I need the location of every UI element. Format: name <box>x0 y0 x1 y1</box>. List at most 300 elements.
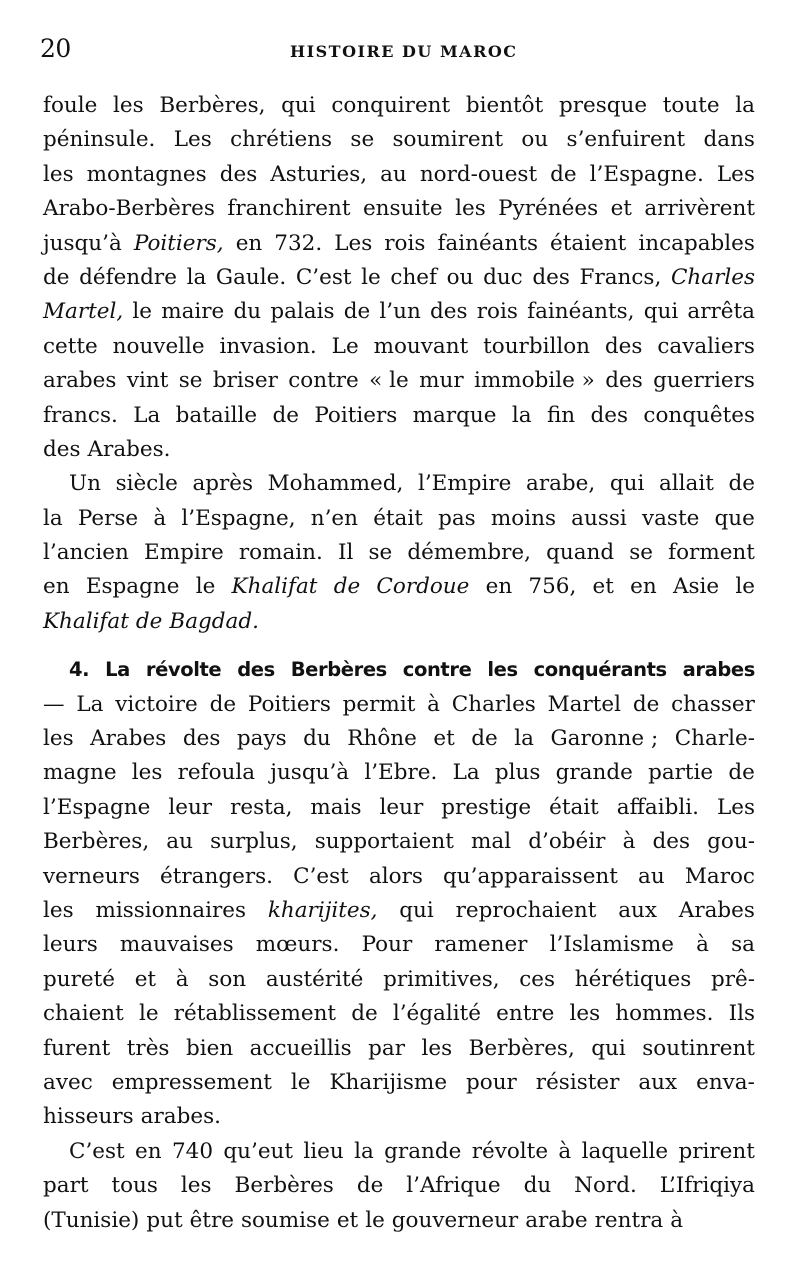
word: qu’eut <box>223 1138 294 1164</box>
word: en <box>135 1138 162 1164</box>
word: était <box>549 794 599 820</box>
word: duc <box>483 264 523 290</box>
paragraph <box>43 688 755 1135</box>
word: la <box>43 505 63 531</box>
word: laquelle <box>581 1138 669 1164</box>
word: part <box>43 1173 89 1199</box>
word: les <box>487 658 518 682</box>
word: en <box>43 574 70 600</box>
word: les <box>569 1001 601 1027</box>
word: mais <box>310 794 362 820</box>
section-heading <box>43 653 755 687</box>
word: Berbères, <box>468 1035 575 1061</box>
word: furent <box>43 1035 111 1061</box>
text-line <box>43 399 755 433</box>
word: plus <box>494 760 541 786</box>
italic-word: Khalifat <box>231 574 318 600</box>
word: des <box>182 726 221 752</box>
word: l’un <box>379 299 421 325</box>
word: 740 <box>171 1138 214 1164</box>
word: 4. <box>69 658 90 682</box>
word: Charle- <box>674 726 755 752</box>
word: prê- <box>710 966 755 992</box>
word: à <box>558 1138 572 1164</box>
word: soumirent <box>392 127 504 153</box>
word: Berbères, <box>43 829 150 855</box>
word: l’égalité <box>392 1001 481 1027</box>
italic-word: de <box>135 608 163 634</box>
word: arabes. <box>140 1104 221 1130</box>
word: tourbillon <box>483 333 591 359</box>
text-line <box>43 502 755 536</box>
word: La <box>105 658 130 682</box>
word: la <box>511 402 532 428</box>
word: l’Empire <box>417 471 512 497</box>
word: et <box>336 1207 359 1233</box>
word: Arabes. <box>87 436 171 462</box>
word: magne <box>43 760 117 786</box>
word: affaibli. <box>616 794 699 820</box>
word: des <box>590 402 629 428</box>
word: reprochaient <box>455 897 597 923</box>
word: fainéants <box>437 230 539 256</box>
word: briser <box>212 368 278 394</box>
word: les <box>421 1035 453 1061</box>
word: francs. <box>43 402 118 428</box>
italic-word: Poitiers, <box>133 230 224 256</box>
text-line <box>43 1100 755 1134</box>
word: soutinrent <box>642 1035 755 1061</box>
word: arabe, <box>526 471 596 497</box>
word: Les <box>334 230 373 256</box>
word: Poitiers <box>247 691 331 717</box>
text-line <box>43 1032 755 1066</box>
word: bientôt <box>465 93 544 118</box>
word: et <box>592 574 614 600</box>
word: alors <box>368 863 423 889</box>
word: cette <box>43 333 98 359</box>
word: du <box>303 726 331 752</box>
word: marque <box>412 402 497 428</box>
word: L’Ifriqiya <box>659 1173 755 1199</box>
word: Berbères, <box>159 93 266 118</box>
word: avec <box>43 1069 93 1095</box>
word: de <box>351 1001 378 1027</box>
text-line <box>43 1066 755 1100</box>
word: leur <box>379 794 424 820</box>
word: le <box>132 299 152 325</box>
word: par <box>368 1035 406 1061</box>
text-line <box>43 825 755 859</box>
text-line <box>43 1204 755 1238</box>
text-line <box>43 123 755 157</box>
word: presque <box>558 93 648 118</box>
text-line <box>43 330 755 364</box>
word: aux <box>638 1069 678 1095</box>
word: leur <box>168 794 213 820</box>
word: fainéants, <box>527 299 635 325</box>
word: nouvelle <box>112 333 205 359</box>
word: maire <box>161 299 225 325</box>
word: Un <box>69 471 101 497</box>
text-line <box>43 928 755 962</box>
word: mauvaises <box>119 932 234 958</box>
word: Ils <box>728 1001 755 1027</box>
word: le <box>365 1207 385 1233</box>
word: ou <box>446 264 474 290</box>
word: à <box>427 691 440 717</box>
word: mouvant <box>373 333 469 359</box>
word: Empire <box>144 540 224 566</box>
word: qu’apparaissent <box>443 863 618 889</box>
word: des <box>219 161 258 187</box>
word: grande <box>384 1138 462 1164</box>
word: aux <box>618 897 657 923</box>
word: et <box>433 726 455 752</box>
word: forment <box>668 540 755 566</box>
word: Charles <box>451 691 536 717</box>
word: en <box>235 230 263 256</box>
word: montagnes <box>86 161 207 187</box>
word: Francs, <box>579 264 662 290</box>
text-line <box>43 756 755 790</box>
word: jusqu’à <box>43 230 122 256</box>
text-line <box>43 227 755 261</box>
word: du <box>233 299 262 325</box>
text-line <box>43 791 755 825</box>
word: l’Espagne. <box>589 161 704 187</box>
word: conquérants <box>533 658 667 682</box>
word: tous <box>111 1173 158 1199</box>
word: mur <box>419 368 464 394</box>
word: de <box>272 402 299 428</box>
word: foule <box>43 93 98 118</box>
word: n’en <box>310 505 358 531</box>
word: Il <box>337 540 354 566</box>
section-gap <box>43 639 755 653</box>
word: Perse <box>77 505 139 531</box>
word: arabes <box>682 658 755 682</box>
word: le <box>290 1069 311 1095</box>
word: put <box>146 1207 183 1233</box>
word: verneurs <box>43 863 140 889</box>
word: cavaliers <box>657 333 755 359</box>
italic-word: de <box>333 574 361 600</box>
word: Le <box>331 333 359 359</box>
word: résister <box>535 1069 620 1095</box>
word: bien <box>185 1035 234 1061</box>
word: qui <box>609 471 645 497</box>
word: gouverneur <box>391 1207 519 1233</box>
text-line <box>43 605 755 639</box>
word: le <box>195 574 216 600</box>
word: être <box>189 1207 234 1233</box>
word: C’est <box>293 863 349 889</box>
word: palais <box>270 299 335 325</box>
word: rois <box>384 230 426 256</box>
word: austérité <box>265 966 364 992</box>
text-line <box>43 192 755 226</box>
word: leurs <box>43 932 98 958</box>
word: — <box>43 691 65 717</box>
word: grande <box>555 760 633 786</box>
word: ramener <box>434 932 528 958</box>
word: Martel <box>547 691 621 717</box>
word: ces <box>519 966 556 992</box>
text-line <box>43 894 755 928</box>
word: Berbères <box>290 658 387 682</box>
word: de <box>356 1173 384 1199</box>
word: en <box>485 574 513 600</box>
word: son <box>208 966 247 992</box>
italic-word: Khalifat <box>43 608 129 634</box>
running-title: HISTOIRE DU MAROC <box>290 42 518 61</box>
word: enva- <box>696 1069 755 1095</box>
word: Espagne <box>85 574 180 600</box>
paragraph <box>43 89 755 467</box>
word: C’est <box>295 264 352 290</box>
word: les <box>131 760 163 786</box>
word: arrivèrent <box>644 196 755 222</box>
word: des <box>237 658 275 682</box>
word: rentra <box>594 1207 664 1233</box>
word: conquêtes <box>643 402 755 428</box>
word: incapables <box>638 230 755 256</box>
word: surplus, <box>210 829 298 855</box>
text-line <box>43 722 755 756</box>
word: de <box>343 299 371 325</box>
word: La <box>133 402 161 428</box>
word: pour <box>466 1069 517 1095</box>
word: le <box>735 574 755 600</box>
word: Berbères <box>234 1173 334 1199</box>
word: resta, <box>230 794 293 820</box>
word: sa <box>731 932 755 958</box>
word: très <box>126 1035 170 1061</box>
italic-word: Martel, <box>43 299 124 325</box>
word: de <box>209 691 237 717</box>
word: La <box>76 691 104 717</box>
word: partie <box>648 760 714 786</box>
word: s’enfuirent <box>566 127 686 153</box>
word: lieu <box>303 1138 344 1164</box>
word: qui <box>281 93 316 118</box>
word: la <box>514 726 534 752</box>
word: prirent <box>678 1138 755 1164</box>
italic-word: kharijites, <box>267 897 378 923</box>
word: rétablissement <box>173 1001 337 1027</box>
word: défendre <box>79 264 177 290</box>
word: chrétiens <box>230 127 333 153</box>
word: était <box>373 505 423 531</box>
word: supportaient <box>314 829 454 855</box>
word: pas <box>438 505 476 531</box>
word: romain. <box>238 540 323 566</box>
word: soumise <box>240 1207 330 1233</box>
text-line <box>43 1169 755 1203</box>
word: guerriers <box>653 368 755 394</box>
word: entre <box>496 1001 555 1027</box>
word: conquirent <box>331 93 451 118</box>
word: dans <box>703 127 755 153</box>
word: moins <box>490 505 556 531</box>
word: Garonne ; <box>550 726 659 752</box>
word: pays <box>236 726 287 752</box>
text-line <box>43 963 755 997</box>
word: quand <box>546 540 615 566</box>
word: qui <box>399 897 434 923</box>
word: Pyrénées <box>498 196 599 222</box>
word: gou- <box>707 829 755 855</box>
word: chasser <box>671 691 755 717</box>
word: Arabo-Berbères <box>43 196 215 222</box>
word: les <box>180 1173 212 1199</box>
word: Asturies, <box>270 161 368 187</box>
word: arrêta <box>687 299 755 325</box>
word: (Tunisie) <box>43 1207 140 1233</box>
word: immobile » <box>474 368 595 394</box>
body-text <box>43 89 755 1238</box>
word: de <box>43 264 70 290</box>
word: accueillis <box>249 1035 352 1061</box>
word: Kharijisme <box>329 1069 448 1095</box>
word: des <box>652 829 691 855</box>
text-line <box>43 688 755 722</box>
word: que <box>714 505 755 531</box>
word: ensuite <box>362 196 443 222</box>
word: qui <box>643 299 679 325</box>
word: les <box>43 726 74 752</box>
word: au <box>380 161 407 187</box>
word: révolte <box>471 1138 549 1164</box>
word: se <box>629 540 654 566</box>
text-line <box>43 653 755 687</box>
word: refoula <box>177 760 256 786</box>
word: à <box>696 932 709 958</box>
italic-word: Bagdad. <box>169 608 259 634</box>
text-line <box>43 536 755 570</box>
word: Arabes <box>678 897 755 923</box>
word: étaient <box>550 230 627 256</box>
text-line <box>43 860 755 894</box>
word: se <box>350 127 375 153</box>
word: ou <box>521 127 549 153</box>
word: victoire <box>115 691 198 717</box>
word: des <box>43 436 81 462</box>
text-line <box>43 158 755 192</box>
word: au <box>638 863 665 889</box>
text-line <box>43 997 755 1031</box>
word: le <box>138 1001 159 1027</box>
word: des <box>430 299 468 325</box>
word: et <box>610 196 632 222</box>
word: Arabes <box>90 726 167 752</box>
word: la <box>354 1138 374 1164</box>
word: mœurs. <box>255 932 340 958</box>
word: arabe <box>525 1207 588 1233</box>
text-line <box>43 89 755 123</box>
word: allait <box>658 471 714 497</box>
word: à <box>622 829 636 855</box>
word: après <box>192 471 254 497</box>
word: Pour <box>361 932 413 958</box>
text-line <box>43 467 755 501</box>
word: hommes. <box>615 1001 714 1027</box>
word: aussi <box>571 505 627 531</box>
word: jusqu’à <box>270 760 350 786</box>
word: contre <box>288 368 359 394</box>
word: empressement <box>111 1069 272 1095</box>
word: nord-ouest <box>419 161 538 187</box>
word: prestige <box>441 794 532 820</box>
word: mal <box>471 829 512 855</box>
word: missionnaires <box>95 897 247 923</box>
word: révolte <box>145 658 222 682</box>
word: permit <box>342 691 416 717</box>
word: vint <box>126 368 169 394</box>
word: les <box>43 897 74 923</box>
word: à <box>175 966 189 992</box>
word: C’est <box>69 1138 125 1164</box>
word: 756, <box>528 574 577 600</box>
word: la <box>186 264 207 290</box>
word: à <box>153 505 167 531</box>
word: du <box>523 1173 552 1199</box>
word: des <box>532 264 570 290</box>
word: l’Islamisme <box>549 932 674 958</box>
word: Les <box>173 127 212 153</box>
word: péninsule. <box>43 127 156 153</box>
word: d’obéir <box>528 829 606 855</box>
word: au <box>166 829 193 855</box>
word: qui <box>591 1035 626 1061</box>
word: de <box>728 760 755 786</box>
word: les <box>43 161 74 187</box>
word: de <box>728 471 755 497</box>
word: arabes <box>43 368 117 394</box>
word: en <box>630 574 657 600</box>
word: des <box>605 368 643 394</box>
word: des <box>604 333 643 359</box>
word: les <box>113 93 144 118</box>
word: siècle <box>115 471 178 497</box>
word: chef <box>390 264 437 290</box>
page-number: 20 <box>40 34 71 63</box>
word: contre <box>402 658 472 682</box>
text-line <box>43 433 755 467</box>
word: franchirent <box>227 196 351 222</box>
word: Nord. <box>574 1173 637 1199</box>
word: Rhône <box>347 726 417 752</box>
word: Asie <box>672 574 720 600</box>
word: « le <box>369 368 409 394</box>
word: l’Espagne, <box>181 505 296 531</box>
word: l’Afrique <box>406 1173 501 1199</box>
word: La <box>452 760 480 786</box>
word: Maroc <box>684 863 755 889</box>
word: de <box>550 161 577 187</box>
italic-word: Cordoue <box>376 574 470 600</box>
word: vaste <box>641 505 700 531</box>
italic-word: Charles <box>670 264 755 290</box>
word: Les <box>716 161 755 187</box>
word: et <box>134 966 157 992</box>
paragraph <box>43 1135 755 1238</box>
word: les <box>455 196 486 222</box>
word: se <box>368 540 393 566</box>
word: Poitiers <box>314 402 398 428</box>
word: rois <box>476 299 518 325</box>
